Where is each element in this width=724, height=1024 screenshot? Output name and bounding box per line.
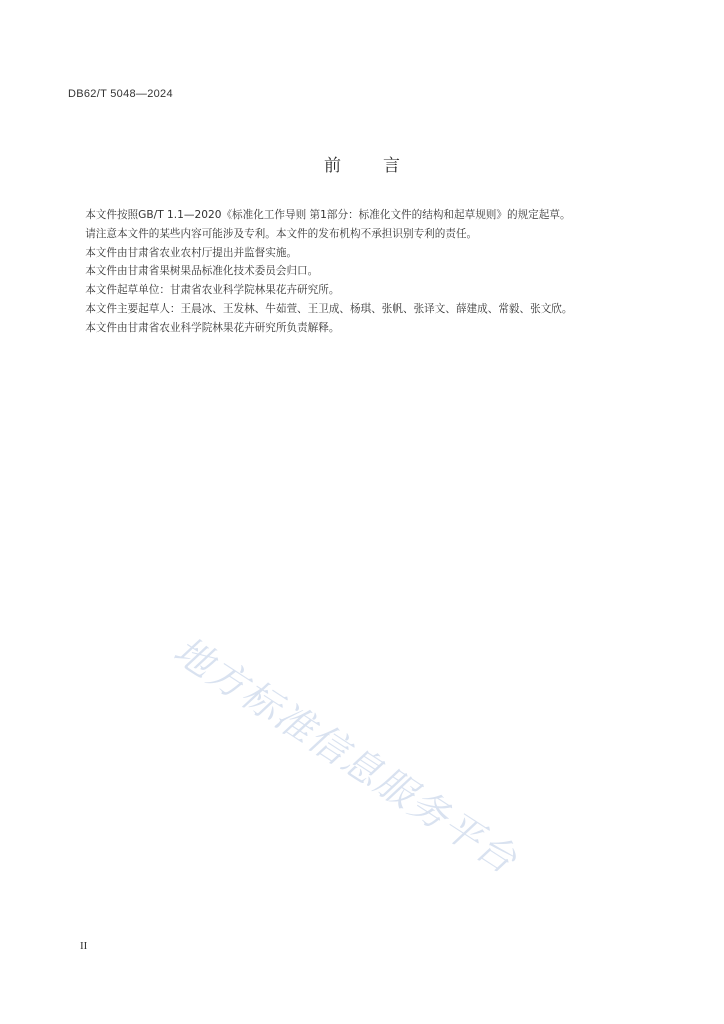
page-number: II (80, 940, 88, 952)
paragraph-committee: 本文件由甘肃省果树果品标准化技术委员会归口。 (85, 265, 319, 278)
watermark: 地方标准信息服务平台 (166, 627, 526, 883)
paragraph-proposer: 本文件由甘肃省农业农村厅提出并监督实施。 (85, 246, 298, 259)
paragraph-drafting-unit: 本文件起草单位：甘肃省农业科学院林果花卉研究所。 (85, 284, 340, 297)
standard-code: DB62/T 5048—2024 (68, 88, 173, 100)
foreword-body (64, 206, 644, 338)
page-title-char-2: 言 (383, 156, 400, 176)
page-title-char-1: 前 (324, 156, 341, 176)
page-title (0, 151, 724, 176)
paragraph-interpretation: 本文件由甘肃省农业科学院林果花卉研究所负责解释。 (85, 321, 340, 334)
paragraph-patent-notice: 请注意本文件的某些内容可能涉及专利。本文件的发布机构不承担识别专利的责任。 (85, 227, 478, 240)
paragraph-drafting-basis: 本文件按照GB/T 1.1—2020《标准化工作导则 第1部分：标准化文件的结构和起草规则》的规定起草。 (85, 209, 571, 221)
paragraph-drafters: 本文件主要起草人：王晨冰、王发林、牛茹萱、王卫成、杨琪、张帆、张译文、薛建成、常毅、张文欣。 (85, 302, 573, 315)
